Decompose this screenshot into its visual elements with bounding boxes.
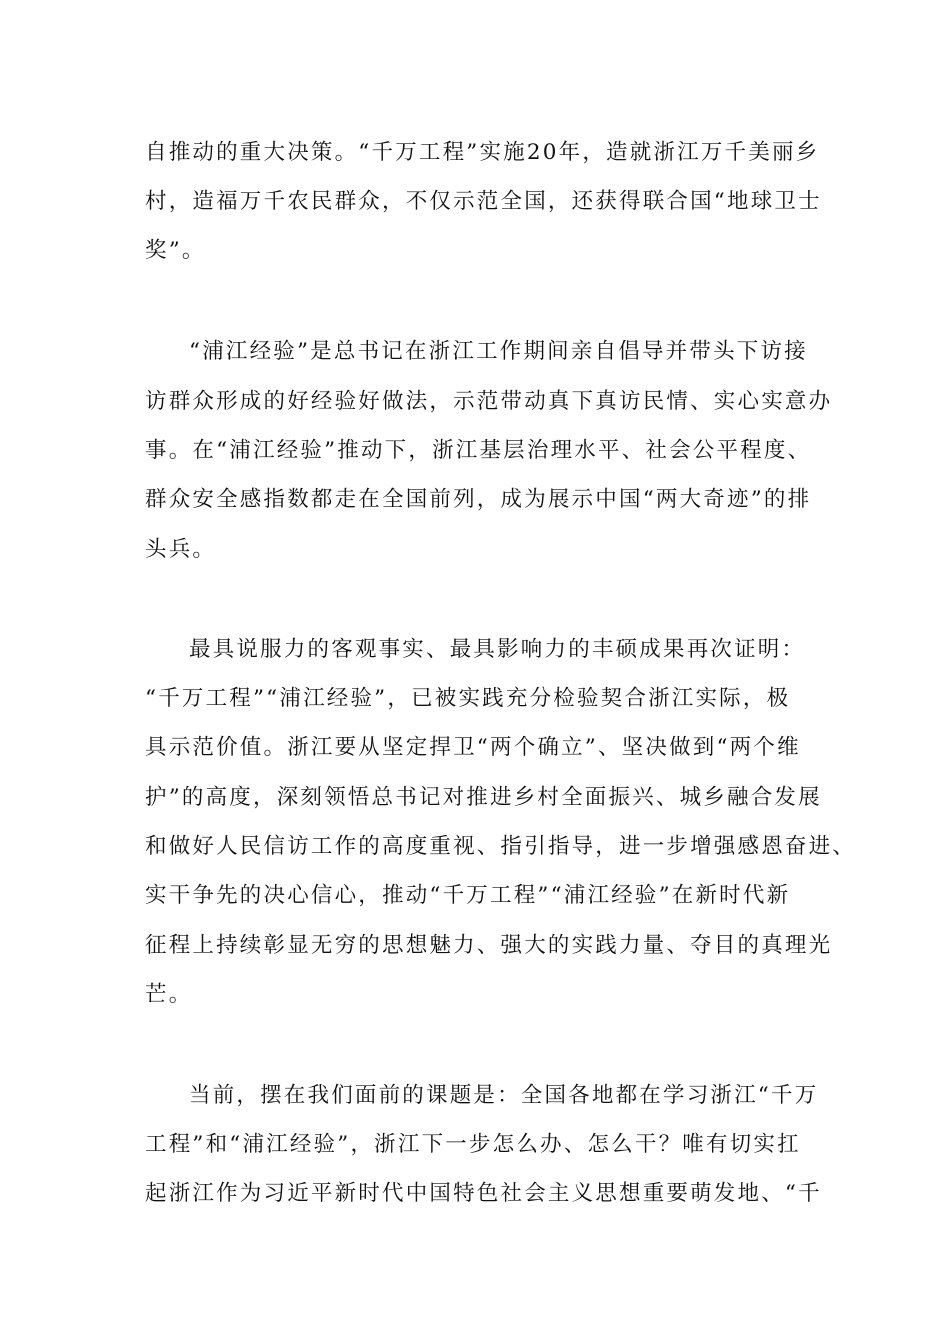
text-line: 当前，摆在我们面前的课题是：全国各地都在学习浙江“千万 — [189, 1083, 819, 1108]
text-line: 自推动的重大决策。“千万工程”实施20年，造就浙江万千美丽乡 — [145, 140, 820, 165]
text-line: 护”的高度，深刻领悟总书记对推进乡村全面振兴、城乡融合发展 — [145, 785, 822, 810]
text-line: 工程”和“浦江经验”，浙江下一步怎么办、怎么干？唯有切实扛 — [145, 1132, 801, 1157]
text-line: 芒。 — [145, 982, 193, 1007]
text-line: 事。在“浦江经验”推动下，浙江基层治理水平、社会公平程度、 — [145, 438, 812, 463]
text-line: 实干争先的决心信心，推动“千万工程”“浦江经验”在新时代新 — [145, 883, 791, 908]
text-line: 访群众形成的好经验好做法，示范带动真下真访民情、实心实意办 — [145, 389, 833, 414]
text-line: 起浙江作为习近平新时代中国特色社会主义思想重要萌发地、“千 — [145, 1181, 822, 1206]
text-line: “千万工程”“浦江经验”，已被实践充分检验契合浙江实际，极 — [145, 686, 791, 711]
text-line: 最具说服力的客观事实、最具影响力的丰硕成果再次证明： — [189, 637, 806, 662]
text-line: 头兵。 — [145, 537, 217, 562]
text-line: 村，造福万千农民群众，不仅示范全国，还获得联合国“地球卫士 — [145, 189, 822, 214]
text-line: “浦江经验”是总书记在浙江工作期间亲自倡导并带头下访接 — [189, 339, 808, 364]
text-line: 具示范价值。浙江要从坚定捍卫“两个确立”、坚决做到“两个维 — [145, 735, 801, 760]
text-line: 征程上持续彰显无穷的思想魅力、强大的实践力量、夺目的真理光 — [145, 933, 833, 958]
text-line: 群众安全感指数都走在全国前列，成为展示中国“两大奇迹”的排 — [145, 487, 812, 512]
text-line: 和做好人民信访工作的高度重视、指引指导，进一步增强感恩奋进、 — [145, 834, 857, 859]
text-line: 奖”。 — [145, 238, 206, 263]
